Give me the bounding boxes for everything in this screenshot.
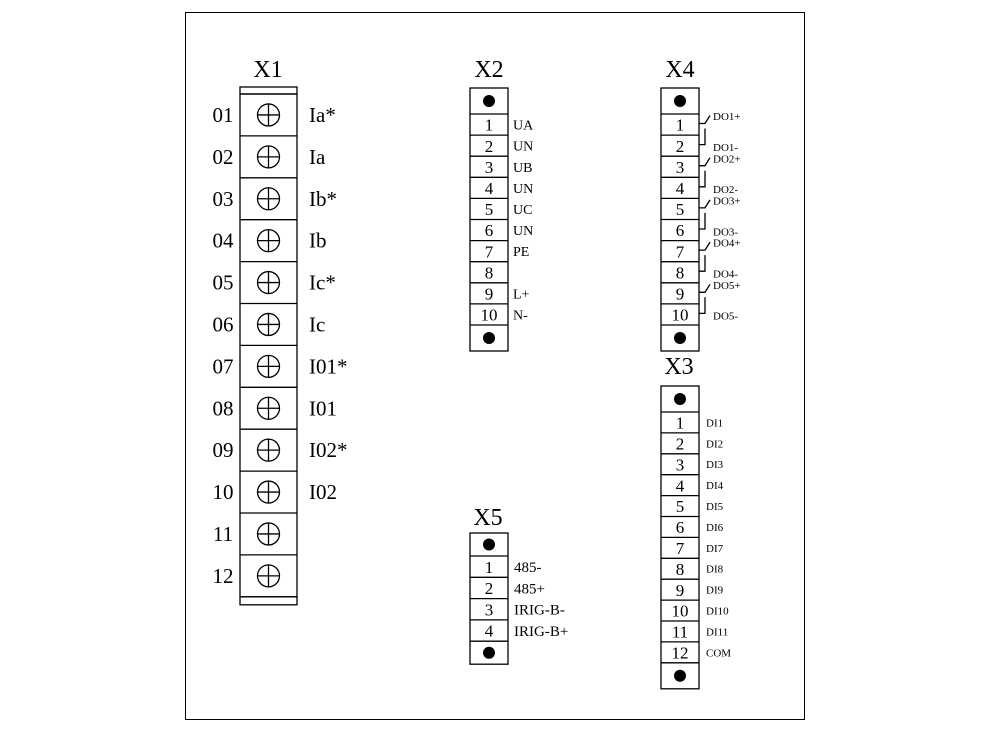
x3-terminal-number: 6: [675, 518, 685, 538]
x4-terminal-label: DO5+: [713, 279, 741, 292]
x2-terminal-label: UB: [513, 160, 533, 176]
x1-top-rail: [240, 87, 297, 94]
x2-terminal-number: 1: [484, 115, 494, 135]
x1-terminal-label: Ia*: [309, 102, 336, 127]
x1-terminal-label: Ib*: [309, 186, 337, 211]
x4-terminal-number: 1: [675, 115, 685, 135]
x2-terminal-label: UN: [513, 181, 534, 197]
x4-terminal-number: 6: [675, 221, 685, 241]
x2-terminal-label: N-: [513, 308, 528, 324]
x1-terminal-number: 09: [212, 438, 234, 463]
x3-terminal-number: 10: [671, 601, 689, 621]
x4-terminal-label: DO1-: [713, 141, 739, 154]
mounting-hole-icon: [483, 539, 495, 551]
x3-terminal-label: DI5: [706, 501, 724, 514]
x5-terminal-number: 4: [484, 621, 494, 641]
relay-contact-icon: [699, 115, 710, 123]
x3-terminal-number: 7: [675, 538, 685, 558]
x1-terminal-label: Ia: [309, 144, 326, 169]
x3-terminal-label: DI2: [706, 438, 724, 451]
x2-terminal-label: L+: [513, 287, 530, 303]
x3-terminal-label: DI7: [706, 542, 724, 555]
x4-title: X4: [665, 57, 695, 83]
x3-terminal-block: [661, 386, 731, 689]
x1-terminal-number: 10: [212, 480, 234, 505]
x5-terminal-label: 485-: [514, 560, 542, 577]
x2-terminal-number: 8: [484, 263, 494, 283]
x3-terminal-label: DI11: [706, 626, 729, 639]
x3-terminal-label: DI3: [706, 459, 724, 472]
x3-title: X3: [664, 354, 694, 380]
x4-terminal-number: 10: [671, 305, 689, 325]
x1-terminal-number: 04: [212, 228, 234, 253]
x2-terminal-label: UA: [513, 118, 534, 134]
x4-terminal-label: DO3-: [713, 226, 739, 239]
relay-contact-icon: [699, 284, 710, 292]
x2-terminal-number: 4: [484, 178, 494, 198]
relay-contact-icon: [699, 200, 710, 208]
relay-contact-wire: [699, 171, 705, 187]
mounting-hole-icon: [674, 393, 686, 405]
mounting-hole-icon: [483, 95, 495, 107]
x1-bottom-rail: [240, 597, 297, 605]
x2-terminal-number: 6: [484, 221, 494, 241]
x3-terminal-number: 8: [675, 559, 685, 579]
x5-terminal-number: 1: [484, 557, 494, 577]
x4-terminal-label: DO2-: [713, 184, 739, 197]
x1-terminal-label: I02*: [309, 438, 348, 463]
mounting-hole-icon: [674, 332, 686, 344]
x5-terminal-label: IRIG-B+: [514, 623, 569, 640]
x3-terminal-number: 4: [675, 476, 685, 496]
x1-terminal-number: 08: [212, 396, 234, 421]
x2-terminal-number: 5: [484, 200, 494, 220]
x4-terminal-number: 9: [675, 284, 685, 304]
x3-terminal-number: 12: [671, 643, 689, 663]
relay-contact-wire: [699, 255, 705, 271]
x2-terminal-label: PE: [513, 245, 530, 261]
x5-terminal-label: IRIG-B-: [514, 602, 565, 619]
x3-terminal-label: DI6: [706, 521, 724, 534]
mounting-hole-icon: [483, 332, 495, 344]
x4-terminal-number: 5: [675, 200, 685, 220]
x1-terminal-number: 07: [212, 354, 234, 379]
x3-terminal-number: 9: [675, 580, 685, 600]
x4-terminal-label: DO4+: [713, 237, 741, 250]
x2-terminal-label: UC: [513, 202, 533, 218]
x1-terminal-number: 03: [212, 186, 234, 211]
x2-terminal-label: UN: [513, 139, 534, 155]
x4-terminal-label: DO5-: [713, 310, 739, 323]
x5-terminal-number: 3: [484, 600, 494, 620]
x3-terminal-label: DI9: [706, 584, 724, 597]
x4-terminal-label: DO1+: [713, 111, 741, 124]
x1-terminal-label: Ic*: [309, 270, 336, 295]
mounting-hole-icon: [674, 95, 686, 107]
relay-contact-icon: [699, 242, 710, 250]
x2-terminal-label: UN: [513, 224, 534, 240]
x5-terminal-label: 485+: [514, 581, 545, 598]
x1-terminal-number: 02: [212, 144, 234, 169]
x3-terminal-number: 11: [671, 622, 689, 642]
x3-terminal-number: 3: [675, 455, 685, 475]
x3-terminal-label: DI1: [706, 417, 724, 430]
x4-terminal-number: 8: [675, 263, 685, 283]
x4-terminal-number: 4: [675, 178, 685, 198]
relay-contact-wire: [699, 213, 705, 229]
x2-terminal-number: 3: [484, 157, 494, 177]
x4-terminal-block: [661, 88, 741, 351]
x1-terminal-block: [213, 87, 348, 605]
x1-terminal-label: I01*: [309, 354, 348, 379]
x4-terminal-label: DO3+: [713, 195, 741, 208]
x5-title: X5: [473, 505, 503, 531]
x1-terminal-number: 12: [212, 563, 234, 588]
x2-terminal-number: 7: [484, 242, 494, 262]
x2-title: X2: [474, 57, 504, 83]
x4-terminal-label: DO4-: [713, 268, 739, 281]
x5-terminal-block: [470, 533, 568, 664]
x3-terminal-label: DI10: [706, 605, 729, 618]
x1-terminal-label: I01: [309, 396, 337, 421]
x1-terminal-number: 05: [212, 270, 234, 295]
x2-terminal-number: 2: [484, 136, 494, 156]
x4-terminal-label: DO2+: [713, 153, 741, 166]
x1-terminal-number: 06: [212, 312, 234, 337]
x5-terminal-number: 2: [484, 579, 494, 599]
x3-terminal-number: 5: [675, 497, 685, 517]
x1-terminal-label: Ib: [309, 228, 327, 253]
x2-terminal-block: [470, 88, 534, 351]
x1-title: X1: [253, 57, 283, 83]
x3-terminal-number: 1: [675, 413, 685, 433]
relay-contact-icon: [699, 158, 710, 166]
x4-terminal-number: 3: [675, 157, 685, 177]
x3-terminal-number: 2: [675, 434, 685, 454]
x2-terminal-number: 9: [484, 284, 494, 304]
x3-terminal-label: DI4: [706, 480, 724, 493]
x3-terminal-label: DI8: [706, 563, 724, 576]
x1-terminal-label: I02: [309, 480, 337, 505]
x4-terminal-number: 7: [675, 242, 685, 262]
x1-terminal-number: 11: [212, 521, 234, 546]
x1-terminal-number: 01: [212, 102, 234, 127]
mounting-hole-icon: [483, 647, 495, 659]
relay-contact-wire: [699, 128, 705, 144]
mounting-hole-icon: [674, 670, 686, 682]
x3-terminal-label: COM: [706, 647, 732, 660]
x2-terminal-number: 10: [480, 305, 498, 325]
x1-terminal-label: Ic: [309, 312, 326, 337]
x4-terminal-number: 2: [675, 136, 685, 156]
relay-contact-wire: [699, 297, 705, 313]
